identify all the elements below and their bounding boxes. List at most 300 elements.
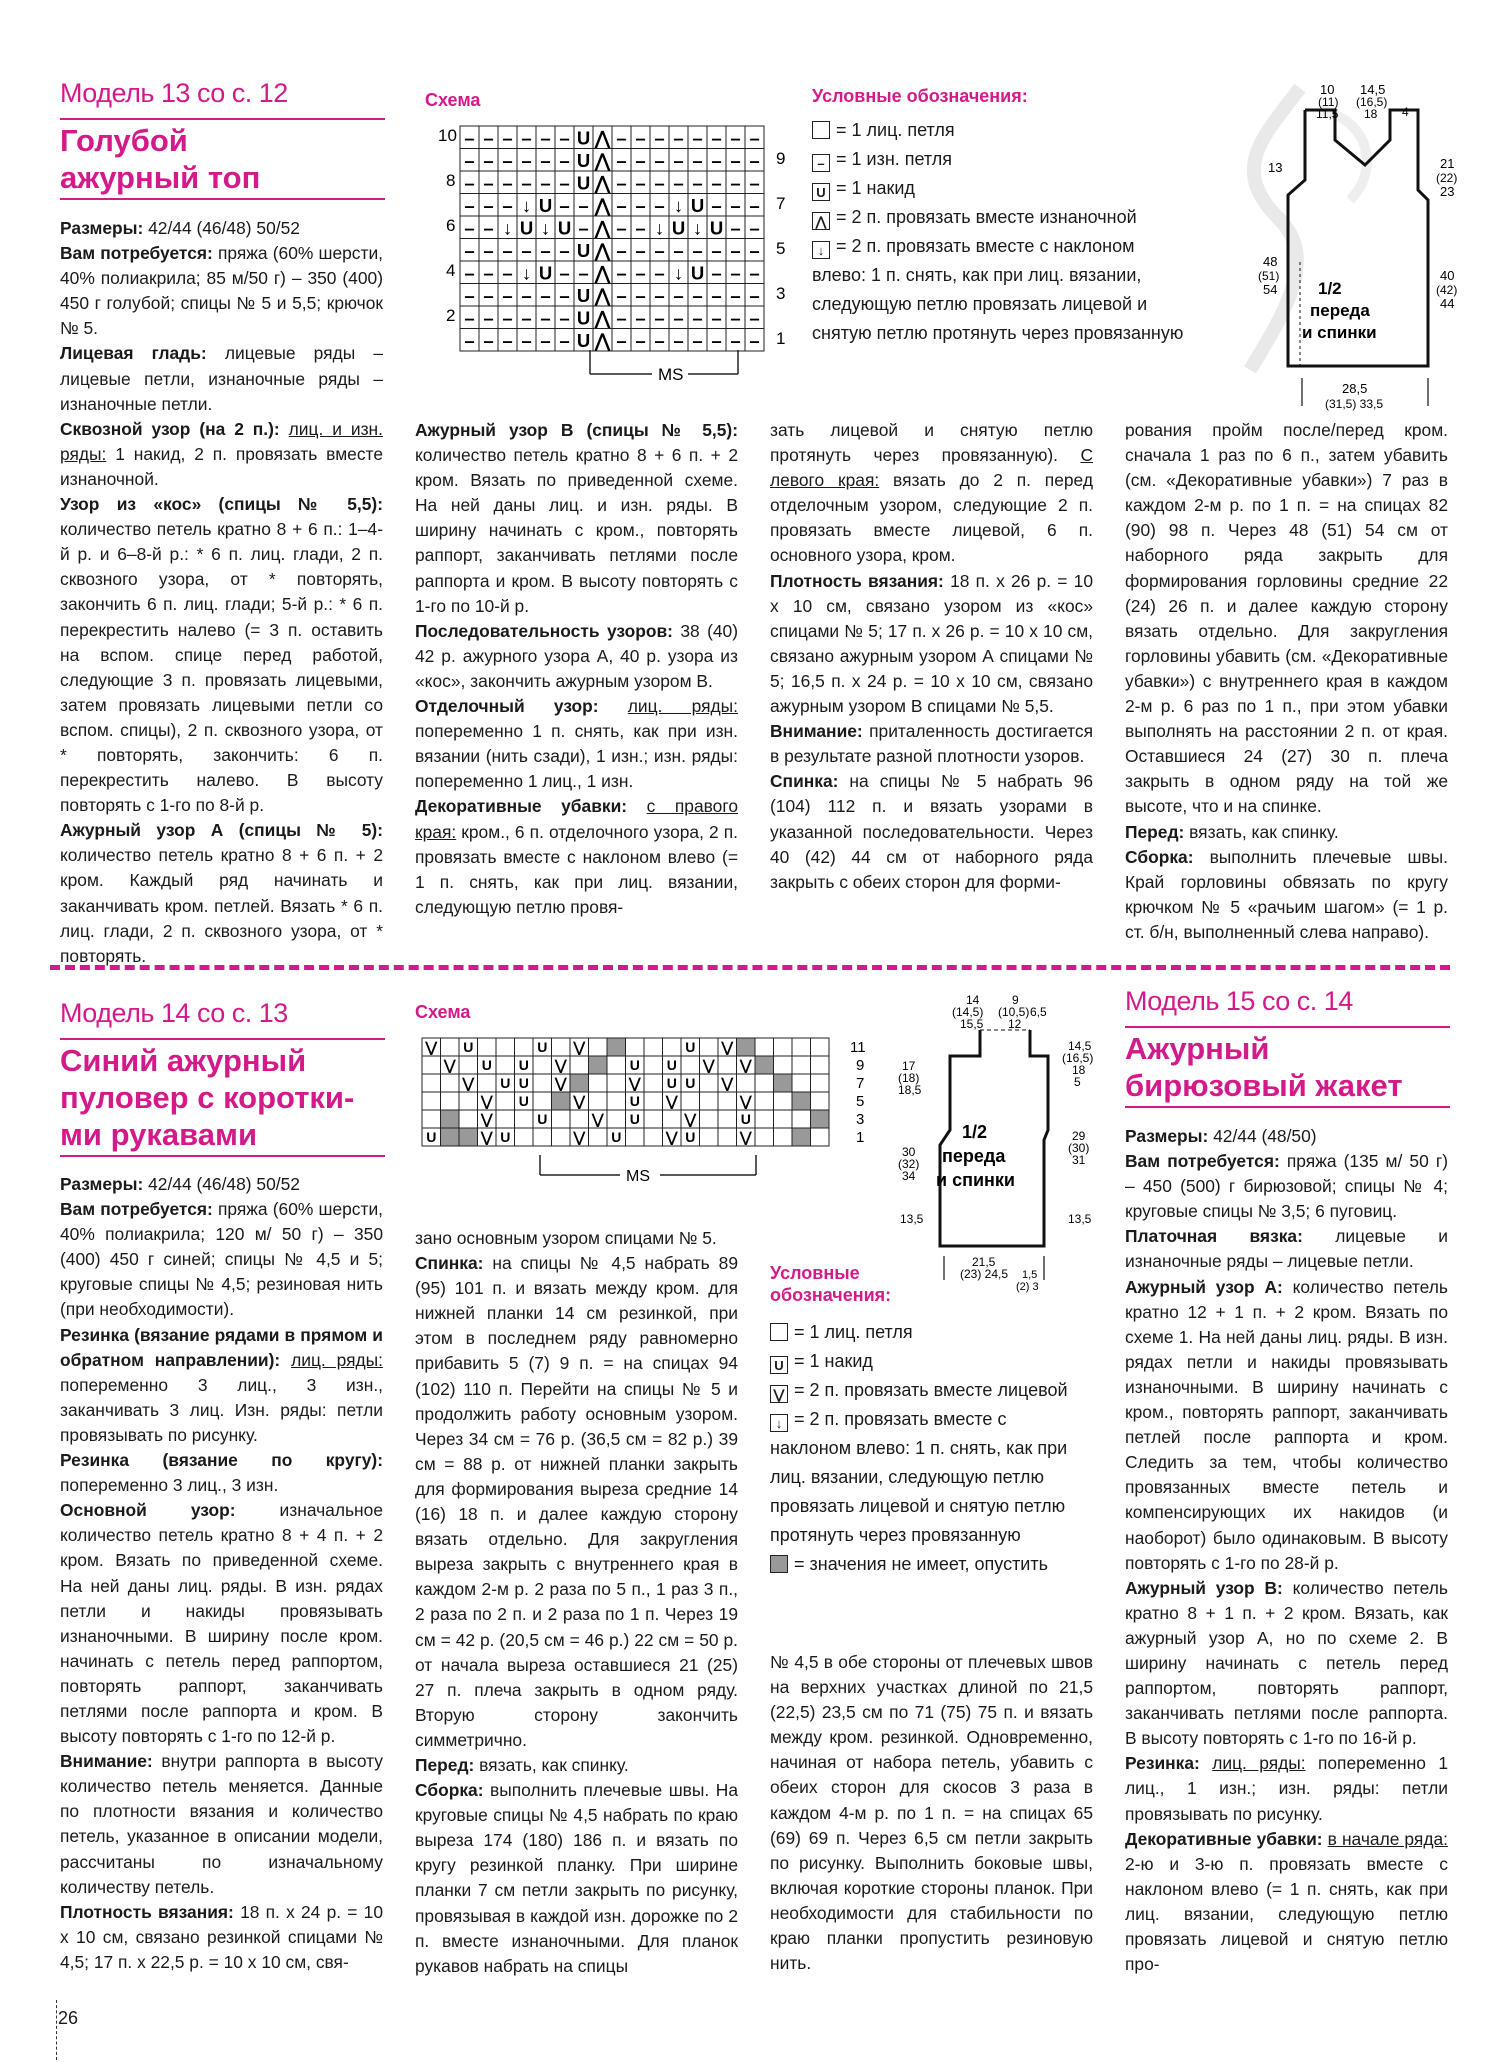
chart-cell-symbol: –	[502, 285, 513, 306]
dim-label: 23	[1440, 184, 1455, 199]
chart-cell	[737, 1038, 756, 1056]
m13-sizes: Размеры: 42/44 (46/48) 50/52	[60, 218, 300, 238]
chart-cell	[774, 1092, 793, 1110]
schema-row-label: 9	[856, 1057, 865, 1074]
yarnover-symbol-icon: U	[812, 183, 830, 201]
chart-cell-symbol: –	[654, 240, 665, 261]
chart-cell-symbol: U	[481, 1057, 492, 1073]
chart-cell	[811, 1074, 830, 1092]
chart-cell-symbol: U	[690, 262, 705, 284]
chart-cell-symbol: –	[502, 262, 513, 284]
chart-cell-symbol: –	[730, 195, 741, 216]
dim-label: 9	[1012, 993, 1019, 1007]
chart-cell	[700, 1110, 719, 1128]
pattern-label: 1/2	[962, 1122, 988, 1142]
chart-cell-symbol: U	[576, 172, 591, 194]
chart-cell-symbol: –	[654, 172, 665, 194]
chart-cell-symbol: ⋁	[444, 1057, 456, 1073]
chart-cell-symbol: –	[692, 307, 703, 329]
legend-ssk: ↓ = 2 п. провязать вместе с наклоном влево: 1 п. снять, как при лиц. вязании, следующую петлю провязать лицевой и снятую петлю протянуть через провязанную	[770, 1409, 1068, 1545]
chart-cell-symbol: ↓	[673, 262, 684, 284]
dim-label: (11)	[1318, 95, 1339, 109]
m14-front: Перед: вязать, как спинку.	[415, 1754, 629, 1775]
chart-cell-symbol: ⋁	[629, 1075, 641, 1091]
model14-legend-title: Условные обозначения:	[770, 1263, 892, 1305]
chart-cell	[533, 1128, 552, 1146]
schema-ms-label: MS	[626, 1168, 650, 1185]
chart-cell-symbol: –	[730, 127, 741, 149]
chart-cell-symbol: –	[540, 240, 551, 261]
chart-cell-symbol: –	[559, 127, 570, 149]
pattern-label: и спинки	[1302, 323, 1377, 342]
chart-cell-symbol: ⋁	[555, 1057, 567, 1073]
dim-label: 54	[1263, 282, 1278, 297]
chart-cell	[422, 1056, 441, 1074]
chart-cell	[496, 1038, 515, 1056]
model15-title-rule	[1125, 1106, 1450, 1108]
chart-cell	[422, 1092, 441, 1110]
m13-materials: Вам потребуется: пряжа (60% шерсти, 40% полиакрила; 85 м/50 г) – 350 (400) 450 г голубой; спицы № 5 и 5,5; крючок № 5.	[60, 243, 383, 339]
chart-cell	[515, 1038, 534, 1056]
chart-cell-symbol: ⋁	[721, 1075, 733, 1091]
chart-cell	[811, 1056, 830, 1074]
chart-cell	[589, 1056, 608, 1074]
chart-cell-symbol: –	[749, 150, 760, 171]
model13-title-rule	[60, 198, 385, 200]
chart-cell-symbol: ↓	[521, 262, 532, 284]
chart-cell-symbol: –	[483, 262, 494, 284]
chart-cell	[774, 1128, 793, 1146]
m13-cables: Узор из «кос» (спицы № 5,5): количество петель кратно 8 + 6 п.: 1–4-й р. и 6–8-й р.: * 6 п. лиц. глади, 2 п. сквозного узора, от * повторять, закончить 6 п. лиц. глади; 5-й р.: * 6 п. перекрестить налево (= 3 п. оставить на вспом. спице перед работой, следующие 3 п. провязать лицевыми, затем провязать лицевыми петли со вспом. спицы), 2 п. сквозного узора, от * повторять, закончить: 6 п. перекрестить налево. В высоту повторять с 1-го по 8-й р.	[60, 494, 383, 816]
chart-cell-symbol: –	[521, 172, 532, 194]
chart-cell	[774, 1038, 793, 1056]
chart-cell	[589, 1074, 608, 1092]
chart-cell-symbol: –	[540, 330, 551, 351]
chart-cell-symbol: –	[483, 307, 494, 329]
page-number-rule	[56, 2000, 57, 2060]
chart-cell-symbol: –	[616, 150, 627, 171]
chart-cell	[441, 1128, 460, 1146]
section-divider	[50, 965, 1450, 970]
chart-cell-symbol: U	[576, 127, 591, 149]
chart-cell-symbol: –	[673, 127, 684, 149]
m15-sizes: Размеры: 42/44 (48/50)	[1125, 1126, 1317, 1146]
m13-pattern-b: Ажурный узор В (спицы № 5,5): количество петель кратно 8 + 6 п. + 2 кром. Вязать по приведенной схеме. На ней даны лиц. и изн. ряды. В ширину начинать с кром., повторять раппорт, заканчивать петлями после раппорта и кром. В высоту повторять с 1-го по 10-й р.	[415, 420, 738, 616]
chart-cell	[811, 1038, 830, 1056]
chart-cell-symbol: –	[730, 172, 741, 194]
chart-cell	[552, 1038, 571, 1056]
model13-schema-chart	[420, 118, 800, 398]
k2tog-symbol-icon: ⋁	[770, 1385, 788, 1403]
schema-row-label: 5	[856, 1093, 865, 1110]
chart-cell-symbol: –	[692, 127, 703, 149]
chart-cell	[515, 1128, 534, 1146]
chart-cell	[644, 1128, 663, 1146]
chart-cell-symbol: –	[711, 307, 722, 329]
chart-cell	[441, 1110, 460, 1128]
dim-label: (16,5)	[1062, 1051, 1094, 1065]
chart-cell-symbol: U	[690, 195, 705, 216]
chart-cell-symbol: ⋁	[573, 1129, 585, 1145]
chart-cell-symbol: –	[483, 285, 494, 306]
m14-sizes: Размеры: 42/44 (46/48) 50/52	[60, 1174, 300, 1194]
model13-title-line2: ажурный топ	[60, 160, 261, 195]
chart-cell-symbol: –	[673, 240, 684, 261]
chart-cell	[755, 1128, 774, 1146]
dim-label: 18	[1364, 107, 1378, 121]
chart-cell-symbol: –	[730, 285, 741, 306]
chart-cell-symbol: –	[464, 172, 475, 194]
chart-cell-symbol: –	[483, 217, 494, 239]
chart-cell-symbol: ↓	[673, 195, 684, 216]
model14-title-rule	[60, 1155, 385, 1157]
chart-cell-symbol: –	[749, 262, 760, 284]
pattern-label: и спинки	[936, 1170, 1015, 1190]
schema-row-label: 2	[446, 306, 456, 325]
chart-cell-symbol: –	[502, 127, 513, 149]
chart-cell-symbol: ⋀	[594, 150, 611, 171]
chart-cell-symbol: U	[463, 1039, 474, 1055]
chart-cell-symbol: U	[685, 1129, 696, 1145]
chart-cell	[792, 1128, 811, 1146]
chart-cell-symbol: ↓	[502, 217, 513, 239]
chart-cell	[552, 1128, 571, 1146]
schema-row-label: 3	[776, 284, 786, 303]
model13-column1	[60, 216, 383, 969]
model13-column2	[415, 418, 738, 920]
dim-label: (16,5)	[1356, 95, 1388, 109]
m13-attention: Внимание: приталенность достигается в результате разной плотности узоров.	[770, 721, 1093, 767]
legend-k2tog: ⋁ = 2 п. провязать вместе лицевой	[770, 1376, 1090, 1405]
dim-label: (51)	[1258, 269, 1280, 283]
chart-cell-symbol: –	[616, 262, 627, 284]
chart-cell-symbol: ⋀	[594, 240, 611, 261]
chart-cell-symbol: –	[673, 330, 684, 351]
chart-cell-symbol: ⋁	[481, 1093, 493, 1109]
chart-cell-symbol: –	[559, 172, 570, 194]
chart-cell	[478, 1038, 497, 1056]
dim-label: (32)	[898, 1157, 920, 1171]
chart-cell-symbol: –	[692, 330, 703, 351]
chart-cell-symbol: ⋀	[594, 127, 611, 149]
dim-label: (30)	[1068, 1141, 1090, 1155]
schema-row-label: 8	[446, 171, 456, 190]
chart-cell-symbol: –	[730, 150, 741, 171]
chart-cell-symbol: –	[730, 262, 741, 284]
dim-label: 13	[1268, 160, 1283, 175]
dim-label: 17	[902, 1059, 916, 1073]
model14-title-line1: Синий ажурный	[60, 1043, 307, 1078]
chart-cell	[626, 1038, 645, 1056]
dim-label: 48	[1263, 254, 1278, 269]
dim-label: 28,5	[1342, 381, 1368, 396]
dim-label: 14	[966, 993, 980, 1007]
chart-cell	[644, 1074, 663, 1092]
legend-no-stitch: = значения не имеет, опустить	[770, 1550, 1090, 1579]
model14-title	[60, 1042, 400, 1153]
chart-cell-symbol: ⋁	[425, 1039, 437, 1055]
chart-cell	[570, 1110, 589, 1128]
schema-row-label: 3	[856, 1111, 865, 1128]
model13-title-line1: Голубой	[60, 123, 188, 158]
m13-gauge: Плотность вязания: 18 п. х 26 р. = 10 х 10 см, связано узором из «кос» спицами № 5; 17 п. х 26 р. = 10 х 10 см, связано ажурным узором А спицами № 5; 16,5 п. х 24 р. = 10 х 10 см, связано ажурным узором В спицами № 5,5.	[770, 570, 1093, 717]
m13-stockinette: Лицевая гладь: лицевые ряды – лицевые петли, изнаночные ряды – изнаночные петли.	[60, 343, 384, 414]
m14-rib-round: Резинка (вязание по кругу): попеременно 3 лиц., 3 изн.	[60, 1450, 383, 1496]
model14-legend	[770, 1318, 1090, 1579]
chart-cell-symbol: –	[635, 217, 646, 239]
model13-title	[60, 122, 390, 196]
chart-cell-symbol: ⋁	[740, 1093, 752, 1109]
schema-row-label: 1	[856, 1129, 865, 1146]
chart-cell-symbol: –	[711, 262, 722, 284]
chart-cell	[644, 1056, 663, 1074]
chart-cell	[755, 1038, 774, 1056]
chart-cell	[700, 1128, 719, 1146]
chart-cell	[607, 1074, 626, 1092]
chart-cell-symbol: –	[540, 150, 551, 171]
schema-row-label: 10	[438, 126, 457, 145]
model13-pattern-diagram	[1170, 80, 1470, 420]
dim-label: 30	[902, 1145, 916, 1159]
m14-attention: Внимание: внутри раппорта в высоту количество петель меняется. Данные по плотности вязания и количество петель, указанное в описании модели, рассчитаны по изначальному количеству петель.	[60, 1751, 383, 1897]
model13-column3	[770, 418, 1093, 895]
chart-cell-symbol: –	[464, 195, 475, 216]
legend-knit: = 1 лиц. петля	[770, 1318, 1090, 1347]
dim-label: 29	[1072, 1129, 1086, 1143]
chart-cell-symbol: U	[537, 1039, 548, 1055]
chart-cell	[663, 1038, 682, 1056]
dim-label: 13,5	[1068, 1212, 1092, 1226]
chart-cell-symbol: ⋁	[462, 1075, 474, 1091]
schema-row-label: 6	[446, 216, 456, 235]
legend-ssk: ↓ = 2 п. провязать вместе с наклоном влево: 1 п. снять, как при лиц. вязании, следующую петлю провязать лицевой и снятую петлю протянуть через провязанную	[812, 236, 1184, 343]
model14-title-line2: пуловер с коротки-	[60, 1080, 355, 1115]
chart-cell	[533, 1056, 552, 1074]
chart-cell-symbol: –	[730, 307, 741, 329]
model13-legend-title: Условные обозначения:	[812, 86, 1028, 106]
model14-column1	[60, 1172, 383, 1975]
chart-cell	[570, 1074, 589, 1092]
chart-cell-symbol: U	[537, 1111, 548, 1127]
legend-yarnover: U = 1 накид	[770, 1347, 1090, 1376]
chart-cell-symbol: U	[629, 1111, 640, 1127]
model15-column1	[1125, 1124, 1448, 1977]
chart-cell	[792, 1074, 811, 1092]
model15-title-line1: Ажурный	[1125, 1031, 1270, 1066]
chart-cell-symbol: ⋀	[594, 217, 611, 239]
chart-cell	[441, 1074, 460, 1092]
legend-p2tog: ⋀ = 2 п. провязать вместе изнаночной	[812, 203, 1192, 232]
chart-cell-symbol: U	[576, 307, 591, 329]
dim-label: 13,5	[900, 1212, 924, 1226]
chart-cell-symbol: ⋀	[594, 262, 611, 284]
chart-cell	[496, 1110, 515, 1128]
chart-cell-symbol: –	[502, 330, 513, 351]
chart-cell-symbol: –	[540, 172, 551, 194]
chart-cell-symbol: –	[635, 307, 646, 329]
chart-cell-symbol: ⋀	[594, 330, 611, 351]
dim-label: 14,5	[1360, 82, 1386, 97]
dim-label: 18,5	[898, 1083, 922, 1097]
dim-label: (31,5) 33,5	[1325, 397, 1384, 411]
ssk-symbol-icon: ↓	[812, 241, 830, 259]
chart-cell-symbol: –	[483, 127, 494, 149]
chart-cell-symbol: ↓	[540, 217, 551, 239]
chart-cell-symbol: –	[654, 285, 665, 306]
dim-label: 6,5	[1030, 1005, 1047, 1019]
chart-cell-symbol: –	[616, 285, 627, 306]
chart-cell-symbol: –	[635, 240, 646, 261]
chart-cell-symbol: U	[538, 262, 553, 284]
model14-column2	[415, 1226, 738, 1979]
chart-cell-symbol: U	[576, 330, 591, 351]
chart-cell	[774, 1074, 793, 1092]
chart-cell	[774, 1110, 793, 1128]
chart-cell-symbol: –	[540, 285, 551, 306]
chart-cell-symbol: –	[711, 285, 722, 306]
chart-cell	[459, 1092, 478, 1110]
dim-label: (23) 24,5	[960, 1267, 1009, 1281]
chart-cell-symbol: –	[502, 195, 513, 216]
chart-cell-symbol: U	[576, 150, 591, 171]
dim-label: (10,5)	[998, 1005, 1030, 1019]
chart-cell-symbol: –	[711, 195, 722, 216]
chart-cell	[774, 1056, 793, 1074]
chart-cell	[681, 1056, 700, 1074]
chart-cell-symbol: –	[749, 172, 760, 194]
model14-schema-chart	[410, 1030, 880, 1200]
chart-cell	[459, 1128, 478, 1146]
chart-cell	[626, 1128, 645, 1146]
chart-cell-symbol: ⋁	[592, 1111, 604, 1127]
dim-label: 21	[1440, 156, 1455, 171]
chart-cell	[681, 1092, 700, 1110]
chart-cell-symbol: –	[654, 127, 665, 149]
chart-cell-symbol: –	[521, 330, 532, 351]
p2tog-symbol-icon: ⋀	[812, 212, 830, 230]
chart-cell-symbol: U	[518, 1075, 529, 1091]
chart-cell	[700, 1074, 719, 1092]
dim-label: (22)	[1436, 171, 1458, 185]
schema-row-label: 1	[776, 329, 786, 348]
chart-cell-symbol: ⋀	[594, 172, 611, 194]
m15-pattern-b: Ажурный узор В: количество петель кратно 8 + 1 п. + 2 кром. Вязать, как ажурный узор А, но по схеме 2. В ширину начинать с петель перед раппортом, повторять раппорт, заканчивать петлями после раппорта. В высоту повторять с 1-го по 16-й р.	[1125, 1577, 1448, 1749]
chart-cell-symbol: –	[749, 307, 760, 329]
chart-cell	[718, 1056, 737, 1074]
chart-cell-symbol: –	[654, 307, 665, 329]
m13-trim: Отделочный узор: лиц. ряды: попеременно 1 п. снять, как при изн. вязании (нить сзади), 1 изн.; изн. ряды: попеременно 1 лиц., 1 изн.	[415, 696, 739, 792]
chart-cell-symbol: ⋁	[666, 1093, 678, 1109]
model14-header-rule	[60, 1038, 385, 1040]
chart-cell	[589, 1092, 608, 1110]
chart-cell-symbol: ⋀	[594, 195, 611, 216]
dim-label: 11,5	[1316, 107, 1339, 121]
chart-cell-symbol: –	[692, 285, 703, 306]
m13-decreases: Декоративные убавки: с правого края: кром., 6 п. отделочного узора, 2 п. провязать вместе с наклоном влево (= 1 п. снять, как при лиц. вязании, следующую петлю провя-	[415, 796, 738, 917]
chart-cell-symbol: U	[666, 1075, 677, 1091]
chart-cell-symbol: ⋁	[481, 1129, 493, 1145]
chart-cell-symbol: –	[635, 127, 646, 149]
chart-cell	[700, 1092, 719, 1110]
chart-cell	[422, 1110, 441, 1128]
chart-cell-symbol: –	[730, 330, 741, 351]
chart-cell-symbol: ⋀	[594, 307, 611, 329]
pattern-label: 1/2	[1318, 279, 1342, 298]
m15-materials: Вам потребуется: пряжа (135 м/ 50 г) – 450 (500) г бирюзовой; спицы № 4; круговые спицы № 3,5; 6 пуговиц.	[1125, 1151, 1448, 1222]
m13-openwork-2: Сквозной узор (на 2 п.): лиц. и изн. ряды: 1 накид, 2 п. провязать вместе изнаночной.	[60, 418, 383, 489]
chart-cell-symbol: U	[557, 217, 572, 239]
chart-cell-symbol: –	[692, 150, 703, 171]
chart-cell-symbol: –	[749, 240, 760, 261]
chart-cell-symbol: U	[740, 1111, 751, 1127]
chart-cell-symbol: –	[749, 127, 760, 149]
m15-decreases: Декоративные убавки: в начале ряда: 2-ю и 3-ю п. провязать вместе с наклоном влево (= 1 п. снять, как при лиц. вязании, следующую петлю провязать лицевой и снятую петлю про-	[1125, 1828, 1448, 1975]
chart-cell	[441, 1038, 460, 1056]
chart-cell	[515, 1110, 534, 1128]
chart-cell-symbol: U	[538, 195, 553, 216]
chart-cell-symbol: –	[521, 307, 532, 329]
m14-sleeves: № 4,5 в обе стороны от плечевых швов на верхних участках длиной по 21,5 (22,5) 23,5 см по 71 (75) 75 п. и вязать между кром. резинкой. Одновременно, начиная от набора петель, убавить с обеих сторон для скосов 3 раза в каждом 4-м р. по 1 п. = на спицах 65 (69) 69 п. Через 6,5 см петли закрыть по рисунку. Выполнить боковые швы, включая короткие стороны планок. При необходимости для стабильности по краю планки пропустить резиновую нить.	[770, 1652, 1093, 1974]
chart-cell-symbol: –	[559, 262, 570, 284]
chart-cell-symbol: –	[559, 150, 570, 171]
chart-cell-symbol: –	[654, 330, 665, 351]
model13-header: Модель 13 со с. 12	[60, 78, 288, 108]
m13-assembly: Сборка: выполнить плечевые швы. Край горловины обвязать по кругу крючком № 5 «рачьим шагом» (= 1 р. ст. б/н, выполненный слева направо).	[1125, 846, 1448, 942]
chart-cell	[792, 1092, 811, 1110]
chart-cell-symbol: –	[464, 307, 475, 329]
chart-cell	[755, 1110, 774, 1128]
chart-cell	[644, 1038, 663, 1056]
chart-cell-symbol: U	[685, 1075, 696, 1091]
chart-cell-symbol: U	[671, 217, 686, 239]
schema-row-label: 9	[776, 149, 786, 168]
chart-cell-symbol: U	[611, 1129, 622, 1145]
chart-cell-symbol: –	[559, 195, 570, 216]
chart-cell	[755, 1092, 774, 1110]
chart-cell	[737, 1074, 756, 1092]
chart-cell-symbol: –	[730, 240, 741, 261]
chart-cell-symbol: ⋁	[481, 1111, 493, 1127]
m14-materials: Вам потребуется: пряжа (60% шерсти, 40% полиакрила; 120 м/ 50 г) – 350 (400) 450 г синей; спицы № 4,5 и 5; круговые спицы № 4,5; резиновая нить (при необходимости).	[60, 1199, 383, 1320]
chart-cell-symbol: –	[483, 330, 494, 351]
page-number: 26	[58, 2008, 79, 2028]
purl-symbol-icon: –	[812, 154, 830, 172]
model15-title	[1125, 1030, 1455, 1104]
schema-row-label: 11	[850, 1039, 866, 1056]
chart-cell-symbol: ⋁	[666, 1129, 678, 1145]
chart-cell	[811, 1128, 830, 1146]
chart-cell-symbol: U	[666, 1057, 677, 1073]
m13-cont: зать лицевой и снятую петлю протянуть через провязанную). С левого края: вязать до 2 п. перед отделочным узором, следующие 2 п. провязать вместе лицевой, 6 п. основного узора, кром.	[770, 420, 1093, 566]
chart-cell-symbol: –	[464, 262, 475, 284]
m15-pattern-a: Ажурный узор А: количество петель кратно 12 + 1 п. + 2 кром. Вязать по схеме 1. На ней даны лиц. ряды. В изн. рядах петли и накиды провязывать изнаночными. В ширину начинать с кром., повторять раппорт, заканчивать петлей после раппорта и кром. Следить за тем, чтобы количество провязанных вместе петель и компенсирующих их накидов (и наоборот) было одинаковым. В высоту повторять с 1-го по 28-й р.	[1125, 1276, 1448, 1573]
chart-cell	[607, 1092, 626, 1110]
model13-schema-label: Схема	[425, 90, 481, 110]
dim-label: 31	[1072, 1153, 1086, 1167]
m14-rib-rows: Резинка (вязание рядами в прямом и обратном направлении): лиц. ряды: попеременно 3 лиц., 3 изн., заканчивать 3 лиц. Изн. ряды: петли провязывать по рисунку.	[60, 1324, 383, 1445]
chart-cell-symbol: –	[654, 262, 665, 284]
chart-cell-symbol: –	[711, 330, 722, 351]
chart-cell-symbol: –	[616, 195, 627, 216]
chart-cell-symbol: –	[635, 150, 646, 171]
chart-cell	[552, 1092, 571, 1110]
chart-cell	[589, 1128, 608, 1146]
chart-cell-symbol: –	[635, 330, 646, 351]
chart-cell-symbol: ⋁	[703, 1057, 715, 1073]
schema-row-label: 7	[776, 194, 786, 213]
model14-pattern-diagram	[880, 990, 1130, 1340]
dim-label: 10	[1320, 82, 1335, 97]
